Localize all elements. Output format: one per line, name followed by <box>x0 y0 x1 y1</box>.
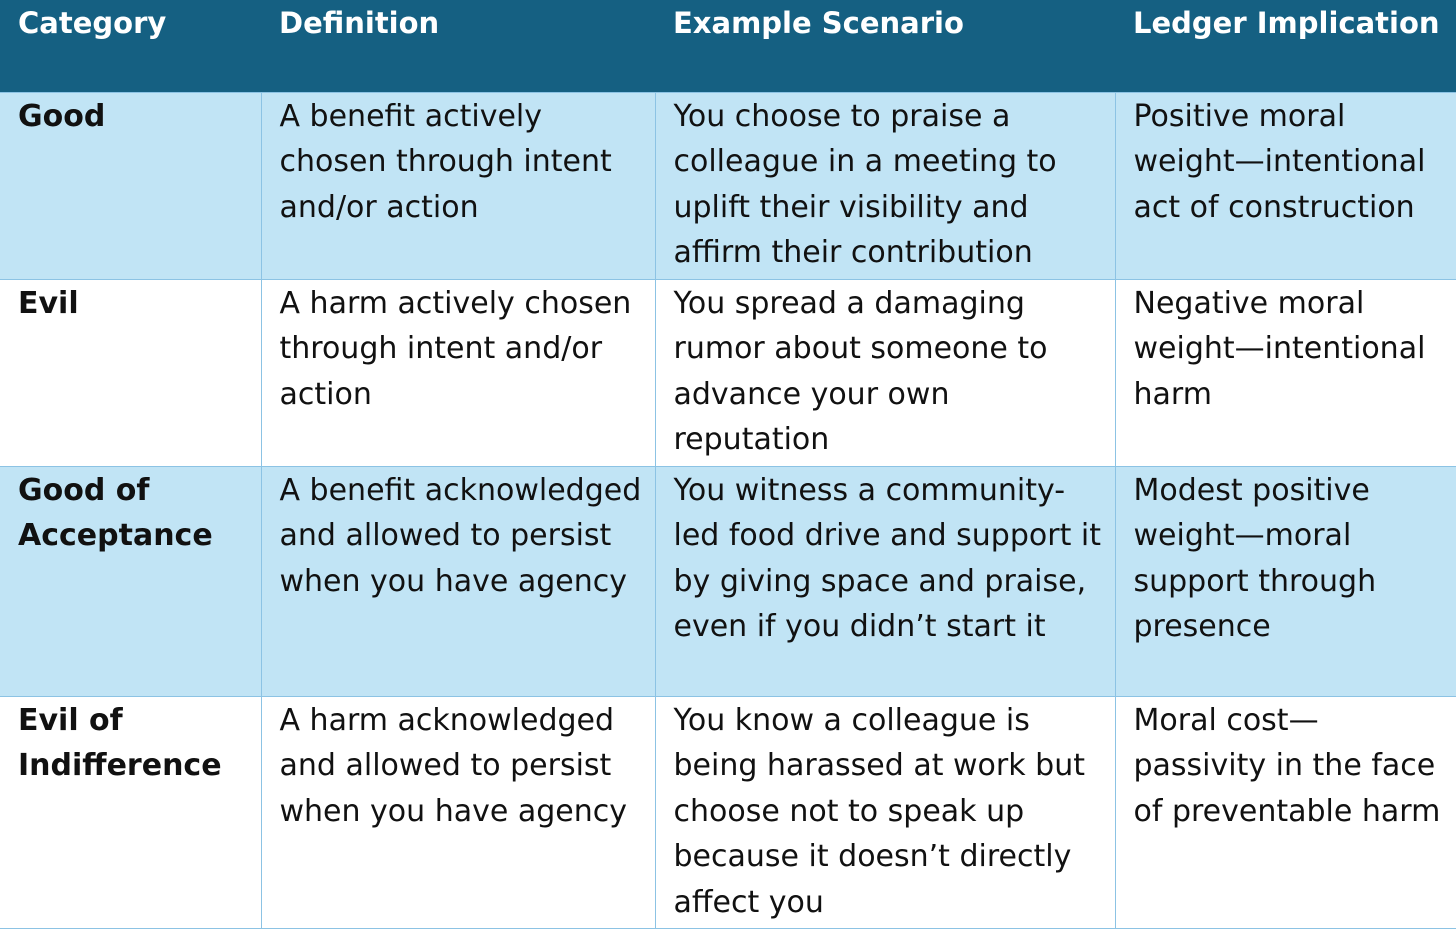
definition-cell: A benefit actively chosen through intent and/or action <box>261 92 655 279</box>
header-example-scenario: Example Scenario <box>655 0 1115 92</box>
implication-cell: Modest positive weight—moral support through presence <box>1115 466 1456 696</box>
header-ledger-implication: Ledger Implication <box>1115 0 1456 92</box>
header-row <box>0 0 1456 92</box>
implication-cell: Positive moral weight—intentional act of construction <box>1115 92 1456 279</box>
header-category: Category <box>0 0 261 92</box>
table-row <box>0 466 1456 696</box>
example-cell: You spread a damaging rumor about someone to advance your own reputation <box>655 279 1115 466</box>
definition-cell: A harm acknowledged and allowed to persist when you have agency <box>261 696 655 929</box>
example-cell: You witness a community-led food drive and support it by giving space and praise, even if you didn’t start it <box>655 466 1115 696</box>
category-cell: Good <box>0 92 261 279</box>
table-header <box>0 0 1456 92</box>
implication-cell: Negative moral weight—intentional harm <box>1115 279 1456 466</box>
table-row <box>0 92 1456 279</box>
example-cell: You choose to praise a colleague in a meeting to uplift their visibility and affirm their contribution <box>655 92 1115 279</box>
definition-cell: A benefit acknowledged and allowed to persist when you have agency <box>261 466 655 696</box>
category-cell: Evil <box>0 279 261 466</box>
definition-cell: A harm actively chosen through intent and/or action <box>261 279 655 466</box>
table-row <box>0 279 1456 466</box>
implication-cell: Moral cost—passivity in the face of preventable harm <box>1115 696 1456 929</box>
example-cell: You know a colleague is being harassed at work but choose not to speak up because it doesn’t directly affect you <box>655 696 1115 929</box>
category-cell: Evil of Indifference <box>0 696 261 929</box>
category-cell: Good of Acceptance <box>0 466 261 696</box>
header-definition: Definition <box>261 0 655 92</box>
table-body <box>0 92 1456 929</box>
table-row <box>0 696 1456 929</box>
